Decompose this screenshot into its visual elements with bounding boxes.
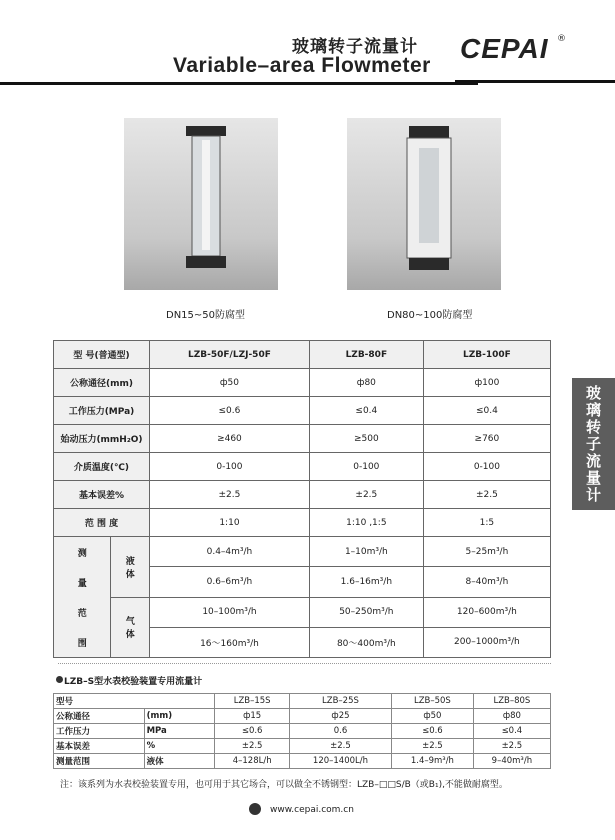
table-cell: 1.6–16m³/h xyxy=(309,567,423,597)
range-label-char: 范 xyxy=(77,608,87,619)
table-cell: 16～160m³/h xyxy=(150,627,310,657)
table-cell: LZB–25S xyxy=(289,694,391,709)
header-rule-right xyxy=(455,80,615,83)
table-cell: 1–10m³/h xyxy=(309,537,423,567)
table-row xyxy=(54,709,551,724)
footnote: 注：该系列为水表校验装置专用，也可用于其它场合，可以做全不锈钢型：LZB–□□S/B（或B₁),不能做耐腐型。 xyxy=(60,780,508,790)
table-cell: 1.4–9m³/h xyxy=(392,754,474,769)
table-cell: 介质温度(℃) xyxy=(54,453,150,481)
gas-label-char: 气 xyxy=(125,617,135,628)
table-cell: LZB-80F xyxy=(309,341,423,369)
table-cell: 公称通径(mm) xyxy=(54,369,150,397)
table-cell: 公称通径 xyxy=(54,709,145,724)
table-cell: 工作压力 xyxy=(54,724,145,739)
table-cell: ≥760 xyxy=(423,425,550,453)
table-cell: ±2.5 xyxy=(423,481,550,509)
table-row xyxy=(54,694,551,709)
table-row xyxy=(54,537,551,567)
bullet-icon xyxy=(56,676,63,683)
table-cell: ±2.5 xyxy=(473,739,550,754)
table-cell: ф50 xyxy=(150,369,310,397)
range-label-char: 量 xyxy=(77,578,87,589)
table-cell: ≥460 xyxy=(150,425,310,453)
table-cell: 0-100 xyxy=(309,453,423,481)
table-cell: ±2.5 xyxy=(215,739,290,754)
gas-label-char: 体 xyxy=(125,630,135,641)
table-cell: MPa xyxy=(144,724,215,739)
table-cell: 工作压力(MPa) xyxy=(54,397,150,425)
table-cell: ±2.5 xyxy=(392,739,474,754)
side-tab: 玻璃转子流量计 xyxy=(572,378,615,510)
caption-right: DN80~100防腐型 xyxy=(387,310,473,321)
s-type-table xyxy=(53,693,551,769)
table-cell: 范 围 度 xyxy=(54,509,150,537)
table-cell: 0-100 xyxy=(150,453,310,481)
spec-table xyxy=(53,340,551,658)
table-cell: 0-100 xyxy=(423,453,550,481)
table-cell: 5–25m³/h xyxy=(423,537,550,567)
product-photo-left xyxy=(124,118,278,290)
table-cell: ≤0.4 xyxy=(473,724,550,739)
table-cell: ф15 xyxy=(215,709,290,724)
table-cell: LZB-100F xyxy=(423,341,550,369)
table-cell: 1:10 ,1:5 xyxy=(309,509,423,537)
table-cell: 液体 xyxy=(144,754,215,769)
table-cell: (mm) xyxy=(144,709,215,724)
table-cell: ф80 xyxy=(473,709,550,724)
table-cell: ф100 xyxy=(423,369,550,397)
range-label-char: 测 xyxy=(77,548,87,559)
table-cell: 9–40m³/h xyxy=(473,754,550,769)
table-row xyxy=(54,453,551,481)
table-cell: ±2.5 xyxy=(289,739,391,754)
table-row xyxy=(54,509,551,537)
table-cell: ≤0.4 xyxy=(423,397,550,425)
table-row xyxy=(54,369,551,397)
table-cell: ≤0.6 xyxy=(392,724,474,739)
brand-logo: CEPAI xyxy=(460,33,549,64)
table-cell: ≤0.4 xyxy=(309,397,423,425)
table-cell: 0.4–4m³/h xyxy=(150,537,310,567)
section2-title: LZB–S型水表校验装置专用流量计 xyxy=(64,677,203,687)
table-cell: 4–128L/h xyxy=(215,754,290,769)
table-cell: 0.6–6m³/h xyxy=(150,567,310,597)
range-label-char: 围 xyxy=(77,638,87,649)
table-row xyxy=(54,341,551,369)
table-cell: 50–250m³/h xyxy=(309,597,423,627)
table-row xyxy=(54,739,551,754)
table-cell: 基本误差 xyxy=(54,739,145,754)
table-cell: ≤0.6 xyxy=(150,397,310,425)
table-row xyxy=(54,724,551,739)
table-cell: ±2.5 xyxy=(150,481,310,509)
table-cell: ±2.5 xyxy=(309,481,423,509)
caption-left: DN15~50防腐型 xyxy=(166,310,246,321)
table-cell: 基本误差% xyxy=(54,481,150,509)
table-row xyxy=(54,754,551,769)
table-cell: ф50 xyxy=(392,709,474,724)
liquid-label-char: 体 xyxy=(125,569,135,580)
table-cell: 1:5 xyxy=(423,509,550,537)
table-cell: ≤0.6 xyxy=(215,724,290,739)
table-cell: 80～400m³/h xyxy=(309,627,423,657)
table-cell: 始动压力(mmH₂O) xyxy=(54,425,150,453)
product-photo-right xyxy=(347,118,501,290)
table-cell: LZB–50S xyxy=(392,694,474,709)
table-cell: LZB-50F/LZJ-50F xyxy=(150,341,310,369)
table-cell: 200–1000m³/h xyxy=(423,627,550,657)
table-cell: 10–100m³/h xyxy=(150,597,310,627)
table-cell: 1:10 xyxy=(150,509,310,537)
registered-mark: ® xyxy=(557,34,566,44)
title-en: Variable–area Flowmeter xyxy=(173,54,431,77)
table-cell: LZB–15S xyxy=(215,694,290,709)
liquid-label-char: 液 xyxy=(125,556,135,567)
table-cell: 120–1400L/h xyxy=(289,754,391,769)
table-cell: 型号 xyxy=(54,694,215,709)
table-cell: 120–600m³/h xyxy=(423,597,550,627)
globe-icon xyxy=(249,803,261,815)
website-link[interactable]: www.cepai.com.cn xyxy=(270,805,354,815)
table-row xyxy=(54,481,551,509)
section-divider xyxy=(58,663,551,664)
table-row xyxy=(54,425,551,453)
table-cell: 8–40m³/h xyxy=(423,567,550,597)
table-cell: 0.6 xyxy=(289,724,391,739)
table-cell: 测量范围 xyxy=(54,754,145,769)
range-label xyxy=(54,537,150,658)
table-cell: ф25 xyxy=(289,709,391,724)
table-row xyxy=(54,397,551,425)
header-rule xyxy=(0,82,478,85)
table-cell: % xyxy=(144,739,215,754)
table-cell: 型 号(普通型) xyxy=(54,341,150,369)
title-cn: 玻璃转子流量计 xyxy=(292,37,418,57)
table-cell: LZB–80S xyxy=(473,694,550,709)
table-cell: ≥500 xyxy=(309,425,423,453)
table-cell: ф80 xyxy=(309,369,423,397)
